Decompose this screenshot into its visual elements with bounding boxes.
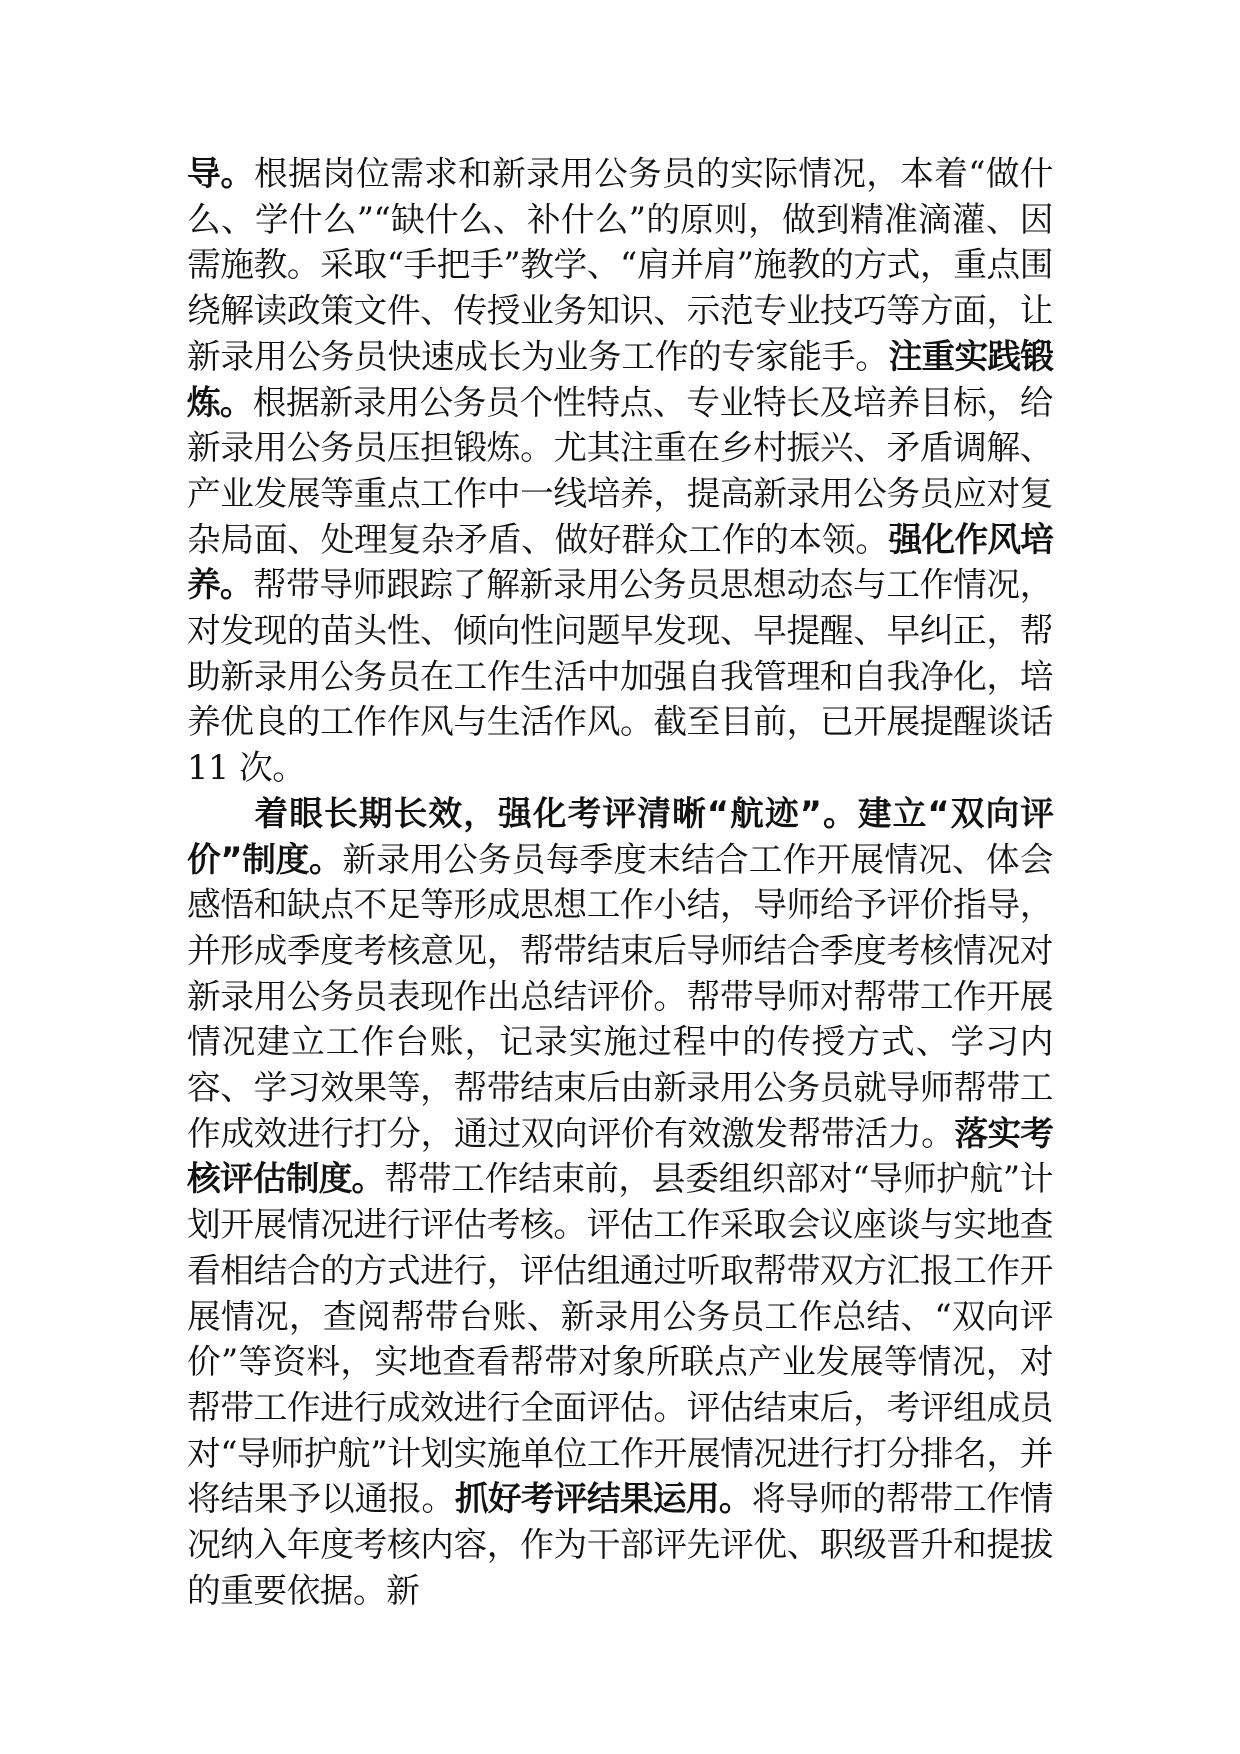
bold-heading-run: 着眼长期长效，强化考评清晰“航迹”。建立“双向评价”制度。 [187,793,1053,879]
bold-heading-run: 强化作风培养。 [187,519,1053,605]
paragraph-mentor-guidance [187,151,1053,791]
body-text-run: 根据新录用公务员个性特点、专业特长及培养目标，给新录用公务员压担锻炼。尤其注重在乡村振兴、矛盾调解、产业发展等重点工作中一线培养，提高新录用公务员应对复杂局面、处理复杂矛盾、做好群众工作的本领。 [187,382,1053,559]
bold-heading-run: 注重实践锻炼。 [187,336,1053,422]
document-body [187,151,1053,1614]
body-text-run: 新录用公务员每季度末结合工作开展情况、体会感悟和缺点不足等形成思想工作小结，导师给予评价指导，并形成季度考核意见，帮带结束后导师结合季度考核情况对新录用公务员表现作出总结评价。帮带导师对帮带工作开展情况建立工作台账，记录实施过程中的传授方式、学习内容、学习效果等，帮带结束后由新录用公务员就导师帮带工作成效进行打分，通过双向评价有效激发帮带活力。 [187,839,1053,1153]
body-text-run: 帮带工作结束前，县委组织部对“导师护航”计划开展情况进行评估考核。评估工作采取会议座谈与实地查看相结合的方式进行，评估组通过听取帮带双方汇报工作开展情况，查阅帮带台账、新录用公务员工作总结、“双向评价”等资料，实地查看帮带对象所联点产业发展等情况，对帮带工作进行成效进行全面评估。评估结束后，考评组成员对“导师护航”计划实施单位工作开展情况进行打分排名，并将结果予以通报。 [187,1159,1053,1519]
bold-heading-run: 落实考核评估制度。 [187,1113,1053,1199]
bold-heading-run: 导。 [187,154,255,193]
body-text-run: 帮带导师跟踪了解新录用公务员思想动态与工作情况，对发现的苗头性、倾向性问题早发现、早提醒、早纠正，帮助新录用公务员在工作生活中加强自我管理和自我净化，培养优良的工作作风与生活作风。截至目前，已开展提醒谈话 11 次。 [187,565,1053,788]
paragraph-evaluation [187,791,1053,1614]
body-text-run: 将导师的帮带工作情况纳入年度考核内容，作为干部评先评优、职级晋升和提拔的重要依据。新 [187,1479,1053,1610]
body-text-run: 根据岗位需求和新录用公务员的实际情况，本着“做什么、学什么”“缺什么、补什么”的原则，做到精准滴灌、因需施教。采取“手把手”教学、“肩并肩”施教的方式，重点围绕解读政策文件、传授业务知识、示范专业技巧等方面，让新录用公务员快速成长为业务工作的专家能手。 [187,154,1053,376]
bold-heading-run: 抓好考评结果运用。 [454,1479,752,1519]
